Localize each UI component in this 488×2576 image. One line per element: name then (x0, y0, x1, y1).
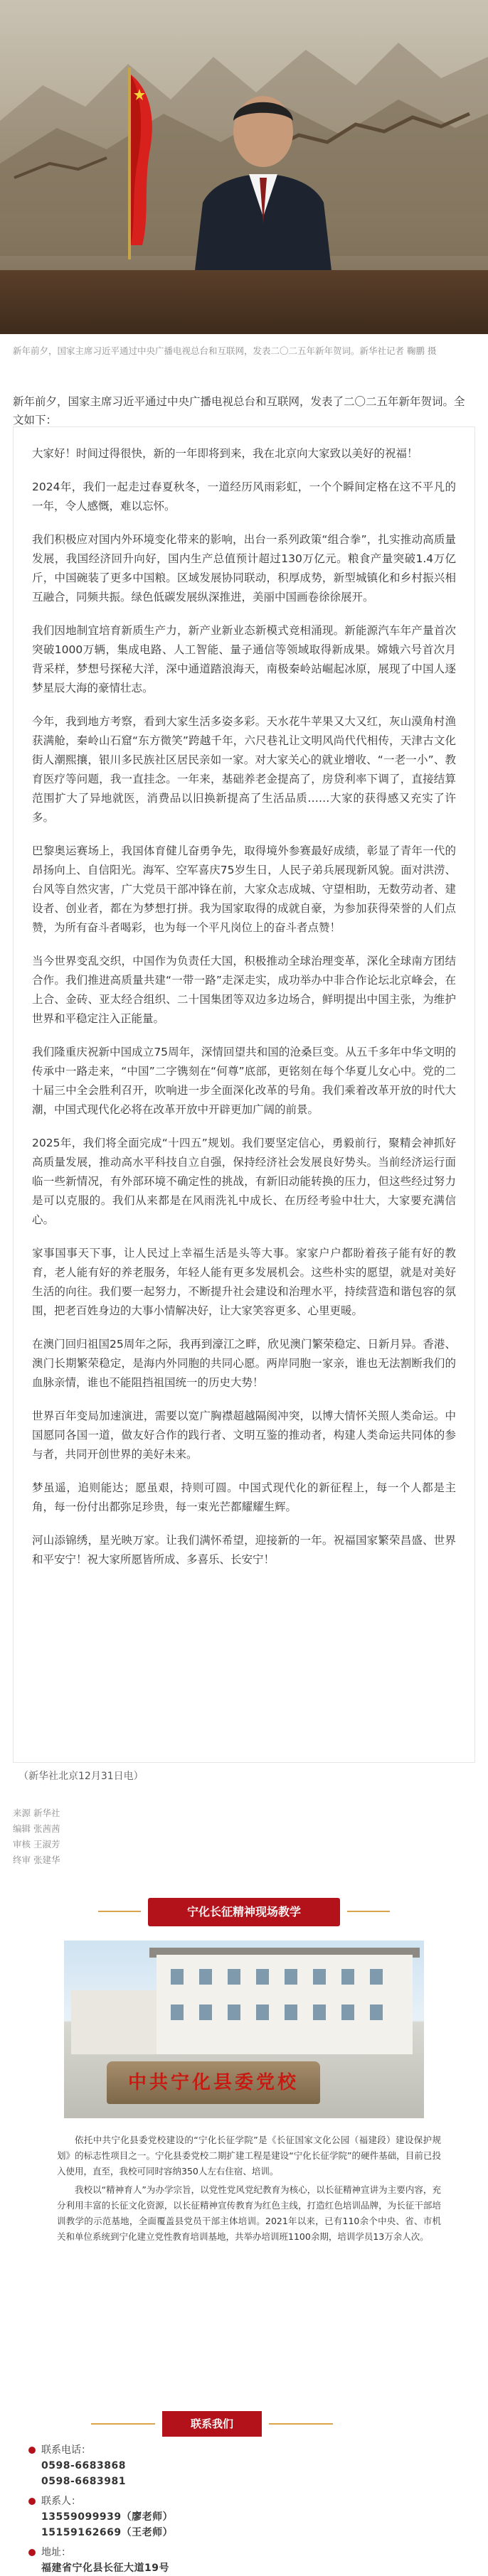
window (171, 2005, 184, 2020)
window (256, 2005, 269, 2020)
speech-paragraph: 大家好！时间过得很快，新的一年即将到来，我在北京向大家致以美好的祝福！ (32, 447, 418, 460)
school-building-photo (64, 1941, 424, 2118)
credit-producer: 终审 张建华 (13, 1855, 60, 1865)
phone-label-row (28, 2442, 455, 2458)
window (285, 1969, 297, 1985)
speech-paragraph: 梦虽遥，追则能达；愿虽艰，持则可圆。中国式现代化的新征程上，每一个人都是主角，每一份付出都弥足珍贵，每一束光芒都耀耀生辉。 (32, 1481, 456, 1513)
speech-paragraph: 世界百年变局加速演进，需要以宽广胸襟超越隔阂冲突，以博大情怀关照人类命运。中国愿同各国一道，做友好合作的践行者、文明互鉴的推动者，构建人类命运共同体的参与者，共同开创世界的美好未来。 (32, 1410, 456, 1461)
speech-paragraph: 我们积极应对国内外环境变化带来的影响，出台一系列政策“组合拳”，扎实推动高质量发展，我国经济回升向好，国内生产总值预计超过130万亿元。粮食产量突破1.4万亿斤，中国碗装了更多中国粮。区域发展协同联动，积厚成势，新型城镇化和乡村振兴相互融合，同频共振。绿色低碳发展纵深推进，美丽中国画卷徐徐展开。 (32, 533, 456, 603)
article-credits (13, 1805, 226, 1868)
promo-paragraph: 依托中共宁化县委党校建设的“宁化长征学院”是《长征国家文化公园（福建段）建设保护规划》的标志性项目之一。宁化县委党校二期扩建工程是建设“宁化长征学院”的硬件基础，目前已投入使用，直至，我校可同时容纳350人左右住宿、培训。 (57, 2135, 441, 2177)
credit-editor: 编辑 张茜茜 (13, 1823, 60, 1834)
phone-number[interactable]: 0598-6683981 (41, 2476, 126, 2487)
address-label-row (28, 2545, 455, 2560)
speech-paragraph: 2024年，我们一起走过春夏秋冬，一道经历风雨彩虹，一个个瞬间定格在这不平凡的一年，令人感慨，难以忘怀。 (32, 481, 456, 512)
window (228, 1969, 240, 1985)
dateline: （新华社北京12月31日电） (18, 1771, 144, 1782)
speech-paragraph: 2025年，我们将全面完成“十四五”规划。我们要坚定信心，勇毅前行，聚精会神抓好高质量发展，推动高水平科技自立自强，保持经济社会发展良好势头。当前经济运行面临一些新情况，有外部环境不确定性的挑战，有新旧动能转换的压力，但这些经过努力是可以克服的。我们从来都是在风雨洗礼中成长、在历经考验中壮大，大家要充满信心。 (32, 1137, 456, 1226)
speech-paragraph: 巴黎奥运赛场上，我国体育健儿奋勇争先，取得境外参赛最好成绩，彰显了青年一代的昂扬向上、自信阳光。海军、空军喜庆75岁生日，人民子弟兵展现新风貌。面对洪涝、台风等自然灾害，广大党员干部冲锋在前，大家众志成城、守望相助，无数劳动者、建设者、创业者，都在为梦想打拼。我为国家取得的成就自豪，为参加获得荣誉的人们点赞，为所有奋斗者喝彩，也为每一个平凡岗位上的奋斗者点赞！ (32, 844, 456, 934)
speech-paragraph: 今年，我到地方考察，看到大家生活多姿多彩。天水花牛苹果又大又红，灰山漠角村渔获满舱，秦岭山石窟“东方微笑”跨越千年，六尺巷礼让文明风尚代代相传，天津古文化街人潮熙攘，银川多民族社区居民亲如一家。对大家关心的就业增收、“一老一小”、教育医疗等问题，我一直挂念。一年来，基础养老金提高了，房贷利率下调了，直接结算范围扩大了异地就医，消费品以旧换新提高了生活品质……大家的获得感又充实了许多。 (32, 715, 456, 824)
building-main (157, 1955, 413, 2054)
window (370, 2005, 383, 2020)
speaker-figure (178, 82, 349, 295)
speech-paragraph: 我们因地制宜培育新质生产力，新产业新业态新模式竞相涌现。新能源汽车年产量首次突破1000万辆，集成电路、人工智能、量子通信等领域取得新成果。嫦娥六号首次月背采样，梦想号探秘大洋，深中通道踏浪海天，南极秦岭站崛起冰原，展现了中国人逐梦星辰大海的豪情壮志。 (32, 624, 456, 694)
address-text: 福建省宁化县长征大道19号 (41, 2562, 169, 2574)
intro-paragraph: 新年前夕，国家主席习近平通过中央广播电视总台和互联网，发表了二〇二五年新年贺词。全文如下： (13, 395, 465, 426)
building-wing (71, 1990, 164, 2054)
promo-description (57, 2132, 441, 2248)
contact-person[interactable]: 13559099939（廖老师） (41, 2511, 174, 2523)
window (171, 1969, 184, 1985)
speech-content-box (13, 426, 475, 1763)
window (228, 2005, 240, 2020)
credit-source: 来源 新华社 (13, 1808, 60, 1818)
desk (0, 270, 488, 334)
contact-title: 联系我们 (162, 2411, 262, 2437)
speech-paragraph: 我们隆重庆祝新中国成立75周年，深情回望共和国的沧桑巨变。从五千多年中华文明的传承中一路走来，“中国”二字镌刻在“何尊”底部，更铭刻在每个华夏儿女心中。党的二十届三中全会胜利召开，吹响进一步全面深化改革的号角。我们乘着改革开放的时代大潮，中国式现代化必将在改革开放中开辟更加广阔的前景。 (32, 1046, 456, 1116)
window (341, 2005, 354, 2020)
speech-paragraph: 家事国事天下事，让人民过上幸福生活是头等大事。家家户户都盼着孩子能有好的教育，老人能有好的养老服务，年轻人能有更多发展机会。这些朴实的愿望，就是对美好生活的向往。我们要一起努力，不断提升社会建设和治理水平，持续营造和谐包容的氛围，把老百姓身边的大事小情解决好，让大家笑容更多、心里更暖。 (32, 1247, 456, 1317)
national-flag (100, 68, 164, 259)
contact-person[interactable]: 15159162669（王老师） (41, 2527, 174, 2538)
window (285, 2005, 297, 2020)
speech-paragraph: 在澳门回归祖国25周年之际，我再到濠江之畔，欣见澳门繁荣稳定、日新月异。香港、澳门长期繁荣稳定，是海内外同胞的共同心愿。两岸同胞一家亲，谁也无法割断我们的血脉亲情，谁也不能阻挡祖国统一的历史大势！ (32, 1338, 456, 1389)
address-label: 地址： (41, 2547, 71, 2558)
window (341, 1969, 354, 1985)
contact-info (28, 2442, 455, 2576)
bullet-icon (28, 2447, 36, 2454)
window (199, 1969, 212, 1985)
school-name-stone: 中共宁化县委党校 (107, 2061, 320, 2104)
bullet-icon (28, 2498, 36, 2505)
credit-reviewer: 审核 王淑芳 (13, 1839, 60, 1850)
phone-number[interactable]: 0598-6683868 (41, 2460, 126, 2472)
photo-caption: 新年前夕，国家主席习近平通过中央广播电视总台和互联网，发表二〇二五年新年贺词。新华社记者 鞠鹏 摄 (13, 345, 437, 356)
window (370, 1969, 383, 1985)
hero-photo (0, 0, 488, 334)
speech-paragraph: 河山添锦绣，星光映万家。让我们满怀希望，迎接新的一年。祝福国家繁荣昌盛、世界和平安宁！祝大家所愿皆所成、多喜乐、长安宁！ (32, 1534, 456, 1566)
window (313, 2005, 326, 2020)
phone-label: 联系电话： (41, 2444, 91, 2456)
promo-section (28, 1898, 460, 2410)
window (256, 1969, 269, 1985)
speech-paragraph: 当今世界变乱交织，中国作为负责任大国，积极推动全球治理变革，深化全球南方团结合作。我们推进高质量共建“一带一路”走深走实，成功举办中非合作论坛北京峰会，在上合、金砖、亚太经合组织、二十国集团等双边多边场合，鲜明提出中国主张，为维护世界和平稳定注入正能量。 (32, 955, 456, 1025)
person-label: 联系人： (41, 2496, 81, 2507)
bullet-icon (28, 2549, 36, 2556)
window (199, 2005, 212, 2020)
promo-title: 宁化长征精神现场教学 (148, 1898, 340, 1926)
window (313, 1969, 326, 1985)
promo-paragraph: 我校以“精神育人”为办学宗旨，以党性党风党纪教育为核心，以长征精神宣讲为主要内容，充分利用丰富的长征文化资源，以长征精神宣传教育为红色主线，打造红色培训品牌，为长征干部培训教学的示范基地，全面覆盖县党员干部主体培训。2021年以来，已有110余个中央、省、市机关和单位系统到宁化建立党性教育培训基地，共举办培训班1100余期，培训学员13万余人次。 (57, 2184, 441, 2242)
person-label-row (28, 2494, 455, 2509)
